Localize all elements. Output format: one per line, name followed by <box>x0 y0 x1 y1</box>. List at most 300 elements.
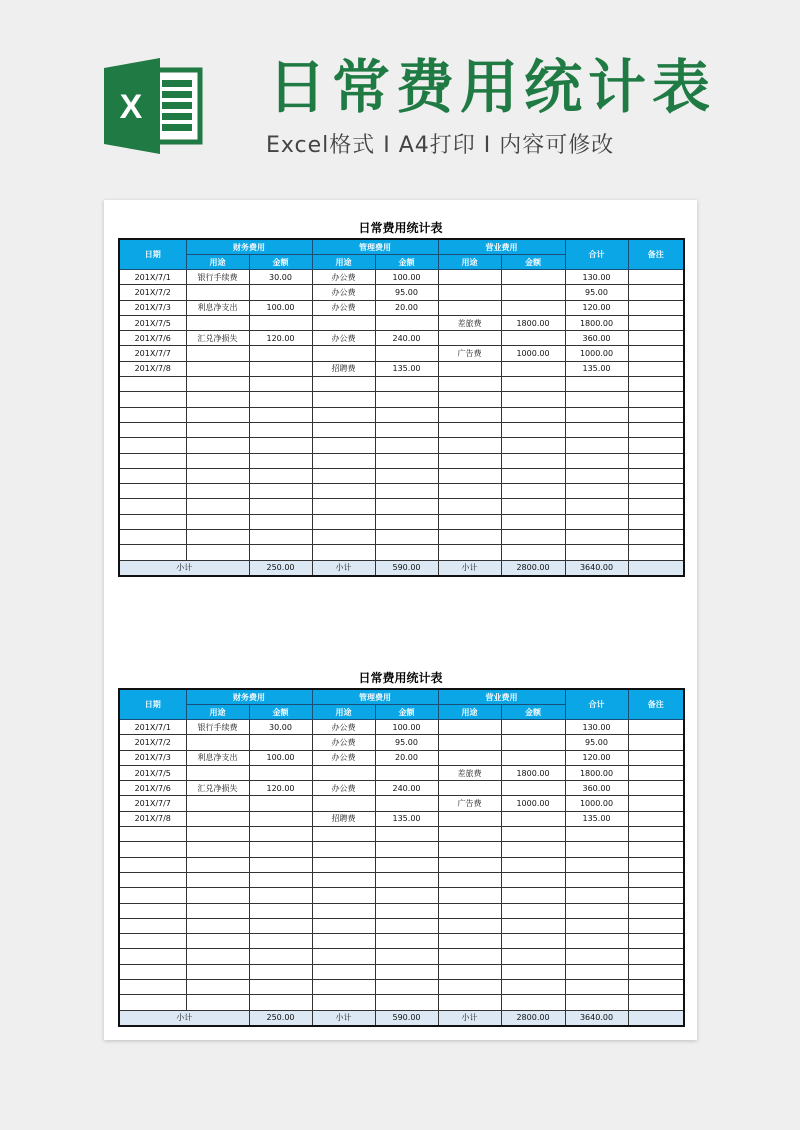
cell-admin-use: 办公费 <box>312 331 375 346</box>
cell-finance-amount <box>249 964 312 979</box>
subtotal-row <box>119 560 684 576</box>
cell-finance-use <box>186 934 249 949</box>
cell-finance-amount <box>249 499 312 514</box>
cell-finance-use <box>186 811 249 826</box>
subtotal-total: 3640.00 <box>565 1010 628 1026</box>
cell-date: 201X/7/6 <box>119 781 186 796</box>
cell-sales-use <box>438 720 501 735</box>
header-use: 用途 <box>312 255 375 270</box>
cell-sales-amount <box>501 842 565 857</box>
cell-sales-use <box>438 285 501 300</box>
cell-sales-use <box>438 422 501 437</box>
cell-finance-use: 利息净支出 <box>186 300 249 315</box>
cell-finance-use <box>186 765 249 780</box>
cell-total <box>565 422 628 437</box>
cell-admin-amount <box>375 499 438 514</box>
cell-note <box>628 781 684 796</box>
header-use: 用途 <box>186 255 249 270</box>
cell-admin-use: 办公费 <box>312 285 375 300</box>
cell-date: 201X/7/8 <box>119 361 186 376</box>
cell-sales-use <box>438 514 501 529</box>
cell-sales-amount <box>501 468 565 483</box>
cell-finance-amount <box>249 888 312 903</box>
cell-finance-use <box>186 422 249 437</box>
cell-admin-use <box>312 453 375 468</box>
cell-sales-amount <box>501 499 565 514</box>
cell-admin-use <box>312 377 375 392</box>
cell-total <box>565 514 628 529</box>
cell-sales-amount <box>501 392 565 407</box>
cell-total <box>565 949 628 964</box>
cell-admin-amount <box>375 857 438 872</box>
cell-admin-use: 招聘费 <box>312 361 375 376</box>
cell-finance-use <box>186 499 249 514</box>
header-use: 用途 <box>438 255 501 270</box>
cell-date: 201X/7/3 <box>119 750 186 765</box>
header-amount: 金额 <box>249 255 312 270</box>
cell-date <box>119 964 186 979</box>
cell-admin-use <box>312 980 375 995</box>
cell-finance-amount <box>249 796 312 811</box>
cell-note <box>628 720 684 735</box>
cell-admin-use <box>312 872 375 887</box>
cell-admin-amount: 20.00 <box>375 750 438 765</box>
table-row <box>119 811 684 826</box>
cell-sales-use <box>438 331 501 346</box>
subtotal-note <box>628 560 684 576</box>
cell-admin-amount <box>375 796 438 811</box>
cell-sales-amount <box>501 270 565 285</box>
cell-admin-use <box>312 530 375 545</box>
cell-total <box>565 980 628 995</box>
cell-admin-amount <box>375 842 438 857</box>
cell-total: 1800.00 <box>565 315 628 330</box>
cell-date <box>119 842 186 857</box>
empty-row <box>119 407 684 422</box>
cell-total <box>565 438 628 453</box>
empty-row <box>119 934 684 949</box>
cell-admin-amount <box>375 315 438 330</box>
table-row <box>119 781 684 796</box>
cell-sales-amount <box>501 377 565 392</box>
cell-admin-use <box>312 545 375 560</box>
header-note: 备注 <box>628 689 684 720</box>
cell-note <box>628 285 684 300</box>
table-row <box>119 300 684 315</box>
cell-note <box>628 949 684 964</box>
cell-sales-use <box>438 918 501 933</box>
cell-finance-amount <box>249 438 312 453</box>
cell-finance-use <box>186 796 249 811</box>
cell-admin-use <box>312 422 375 437</box>
cell-admin-use <box>312 934 375 949</box>
cell-total: 360.00 <box>565 331 628 346</box>
cell-admin-use <box>312 438 375 453</box>
table-row <box>119 346 684 361</box>
cell-admin-use <box>312 827 375 842</box>
cell-total <box>565 857 628 872</box>
cell-sales-use: 广告费 <box>438 796 501 811</box>
cell-note <box>628 270 684 285</box>
cell-finance-amount <box>249 315 312 330</box>
cell-admin-use: 办公费 <box>312 735 375 750</box>
subtotal-sales: 2800.00 <box>501 560 565 576</box>
cell-note <box>628 407 684 422</box>
cell-sales-use <box>438 842 501 857</box>
cell-finance-amount <box>249 735 312 750</box>
empty-row <box>119 484 684 499</box>
cell-sales-use: 广告费 <box>438 346 501 361</box>
empty-row <box>119 422 684 437</box>
header-amount: 金额 <box>501 705 565 720</box>
cell-finance-use <box>186 377 249 392</box>
cell-finance-use <box>186 468 249 483</box>
expense-sheet-1 <box>118 218 683 577</box>
cell-admin-amount <box>375 346 438 361</box>
empty-row <box>119 438 684 453</box>
cell-admin-use: 招聘费 <box>312 811 375 826</box>
cell-note <box>628 857 684 872</box>
cell-total: 360.00 <box>565 781 628 796</box>
cell-finance-amount <box>249 872 312 887</box>
cell-admin-use <box>312 407 375 422</box>
empty-row <box>119 377 684 392</box>
cell-admin-use: 办公费 <box>312 720 375 735</box>
cell-finance-amount <box>249 980 312 995</box>
cell-note <box>628 377 684 392</box>
cell-finance-amount <box>249 285 312 300</box>
cell-finance-use <box>186 918 249 933</box>
cell-sales-use: 差旅费 <box>438 765 501 780</box>
cell-note <box>628 315 684 330</box>
cell-sales-use <box>438 995 501 1010</box>
cell-finance-use <box>186 530 249 545</box>
header-amount: 金额 <box>501 255 565 270</box>
cell-finance-amount <box>249 857 312 872</box>
subtotal-sales: 2800.00 <box>501 1010 565 1026</box>
cell-note <box>628 903 684 918</box>
cell-finance-use <box>186 964 249 979</box>
cell-admin-use <box>312 499 375 514</box>
cell-total <box>565 377 628 392</box>
cell-sales-amount <box>501 438 565 453</box>
header-finance: 财务费用 <box>186 689 312 705</box>
cell-sales-use <box>438 735 501 750</box>
cell-finance-use <box>186 346 249 361</box>
cell-finance-amount <box>249 453 312 468</box>
cell-admin-use: 办公费 <box>312 781 375 796</box>
cell-admin-use: 办公费 <box>312 300 375 315</box>
header-amount: 金额 <box>249 705 312 720</box>
cell-sales-amount: 1800.00 <box>501 315 565 330</box>
empty-row <box>119 918 684 933</box>
cell-admin-amount <box>375 872 438 887</box>
cell-total: 135.00 <box>565 811 628 826</box>
document-page <box>104 200 697 1040</box>
cell-date <box>119 514 186 529</box>
table-row <box>119 750 684 765</box>
expense-sheet-2 <box>118 668 683 1027</box>
cell-sales-use <box>438 453 501 468</box>
cell-sales-amount <box>501 361 565 376</box>
cell-sales-amount <box>501 857 565 872</box>
cell-finance-use <box>186 888 249 903</box>
subtotal-label: 小计 <box>312 1010 375 1026</box>
cell-admin-use <box>312 346 375 361</box>
cell-sales-use <box>438 407 501 422</box>
cell-sales-amount <box>501 530 565 545</box>
cell-note <box>628 545 684 560</box>
cell-finance-amount <box>249 407 312 422</box>
cell-admin-use <box>312 995 375 1010</box>
cell-total: 120.00 <box>565 300 628 315</box>
cell-date <box>119 392 186 407</box>
cell-note <box>628 438 684 453</box>
cell-admin-amount <box>375 934 438 949</box>
cell-admin-amount <box>375 827 438 842</box>
cell-admin-amount <box>375 765 438 780</box>
cell-sales-amount <box>501 964 565 979</box>
cell-finance-amount <box>249 934 312 949</box>
cell-finance-use <box>186 995 249 1010</box>
cell-finance-use <box>186 903 249 918</box>
cell-admin-amount: 95.00 <box>375 735 438 750</box>
cell-total: 1000.00 <box>565 796 628 811</box>
header-total: 合计 <box>565 239 628 270</box>
empty-row <box>119 453 684 468</box>
cell-date <box>119 530 186 545</box>
cell-total <box>565 903 628 918</box>
cell-note <box>628 484 684 499</box>
cell-admin-amount: 95.00 <box>375 285 438 300</box>
cell-date <box>119 468 186 483</box>
header-date: 日期 <box>119 689 186 720</box>
empty-row <box>119 499 684 514</box>
cell-total <box>565 530 628 545</box>
cell-sales-use <box>438 545 501 560</box>
empty-row <box>119 827 684 842</box>
cell-date <box>119 918 186 933</box>
cell-admin-use <box>312 888 375 903</box>
subtotal-admin: 590.00 <box>375 560 438 576</box>
cell-date: 201X/7/1 <box>119 720 186 735</box>
cell-note <box>628 811 684 826</box>
cell-admin-amount: 240.00 <box>375 331 438 346</box>
cell-note <box>628 827 684 842</box>
header-note: 备注 <box>628 239 684 270</box>
cell-note <box>628 468 684 483</box>
empty-row <box>119 545 684 560</box>
subtotal-label: 小计 <box>438 560 501 576</box>
cell-finance-amount <box>249 514 312 529</box>
cell-admin-use <box>312 514 375 529</box>
cell-total: 130.00 <box>565 270 628 285</box>
subtotal-note <box>628 1010 684 1026</box>
cell-note <box>628 934 684 949</box>
header-use: 用途 <box>438 705 501 720</box>
cell-sales-amount <box>501 514 565 529</box>
cell-sales-amount: 1000.00 <box>501 346 565 361</box>
cell-finance-use: 利息净支出 <box>186 750 249 765</box>
cell-admin-amount <box>375 980 438 995</box>
cell-sales-use <box>438 888 501 903</box>
cell-sales-amount <box>501 781 565 796</box>
cell-note <box>628 842 684 857</box>
cell-admin-use <box>312 468 375 483</box>
header-row <box>119 239 684 255</box>
cell-total <box>565 872 628 887</box>
cell-admin-amount: 135.00 <box>375 361 438 376</box>
cell-admin-amount <box>375 918 438 933</box>
sheet-title: 日常费用统计表 <box>358 221 443 235</box>
cell-sales-use <box>438 811 501 826</box>
cell-sales-amount <box>501 934 565 949</box>
cell-admin-use <box>312 392 375 407</box>
cell-sales-amount <box>501 903 565 918</box>
empty-row <box>119 903 684 918</box>
empty-row <box>119 980 684 995</box>
header-date: 日期 <box>119 239 186 270</box>
cell-finance-amount: 120.00 <box>249 781 312 796</box>
cell-sales-use: 差旅费 <box>438 315 501 330</box>
cell-sales-use <box>438 530 501 545</box>
cell-sales-use <box>438 438 501 453</box>
cell-finance-amount <box>249 392 312 407</box>
logo-letter: X <box>119 88 143 126</box>
cell-date: 201X/7/2 <box>119 285 186 300</box>
cell-sales-amount <box>501 331 565 346</box>
cell-finance-amount <box>249 422 312 437</box>
cell-finance-use <box>186 872 249 887</box>
cell-admin-amount: 100.00 <box>375 270 438 285</box>
cell-date: 201X/7/1 <box>119 270 186 285</box>
cell-sales-use <box>438 750 501 765</box>
cell-sales-use <box>438 781 501 796</box>
header-admin: 管理费用 <box>312 689 438 705</box>
cell-date <box>119 407 186 422</box>
cell-note <box>628 796 684 811</box>
subtotal-label: 小计 <box>312 560 375 576</box>
cell-finance-use <box>186 361 249 376</box>
cell-total <box>565 888 628 903</box>
cell-sales-amount <box>501 285 565 300</box>
cell-note <box>628 964 684 979</box>
cell-finance-use <box>186 827 249 842</box>
cell-admin-use <box>312 765 375 780</box>
cell-finance-amount: 30.00 <box>249 720 312 735</box>
cell-admin-amount: 20.00 <box>375 300 438 315</box>
expense-table <box>118 238 685 577</box>
cell-note <box>628 331 684 346</box>
cell-sales-amount <box>501 872 565 887</box>
cell-sales-use <box>438 964 501 979</box>
cell-sales-amount: 1800.00 <box>501 765 565 780</box>
cell-note <box>628 361 684 376</box>
cell-sales-use <box>438 499 501 514</box>
cell-note <box>628 499 684 514</box>
header-amount: 金额 <box>375 255 438 270</box>
cell-finance-use <box>186 315 249 330</box>
cell-note <box>628 392 684 407</box>
cell-date: 201X/7/7 <box>119 796 186 811</box>
subtotal-finance: 250.00 <box>249 560 312 576</box>
cell-admin-use: 办公费 <box>312 270 375 285</box>
cell-admin-use <box>312 918 375 933</box>
cell-finance-amount <box>249 827 312 842</box>
cell-finance-use <box>186 857 249 872</box>
cell-admin-amount <box>375 514 438 529</box>
cell-sales-use <box>438 377 501 392</box>
cell-note <box>628 300 684 315</box>
cell-sales-use <box>438 949 501 964</box>
cell-admin-amount: 135.00 <box>375 811 438 826</box>
cell-sales-amount <box>501 453 565 468</box>
cell-sales-amount <box>501 750 565 765</box>
cell-finance-amount <box>249 765 312 780</box>
cell-finance-use <box>186 453 249 468</box>
empty-row <box>119 842 684 857</box>
header-row <box>119 689 684 705</box>
cell-note <box>628 750 684 765</box>
cell-date: 201X/7/2 <box>119 735 186 750</box>
cell-admin-use <box>312 796 375 811</box>
cell-sales-amount <box>501 980 565 995</box>
subtotal-row <box>119 1010 684 1026</box>
cell-finance-amount <box>249 545 312 560</box>
cell-finance-amount <box>249 903 312 918</box>
cell-total <box>565 453 628 468</box>
cell-date <box>119 499 186 514</box>
cell-admin-amount: 100.00 <box>375 720 438 735</box>
cell-total: 1000.00 <box>565 346 628 361</box>
empty-row <box>119 468 684 483</box>
cell-sales-amount <box>501 827 565 842</box>
cell-date: 201X/7/5 <box>119 765 186 780</box>
header-total: 合计 <box>565 689 628 720</box>
header-amount: 金额 <box>375 705 438 720</box>
cell-admin-amount <box>375 545 438 560</box>
cell-sales-amount <box>501 918 565 933</box>
cell-finance-amount: 30.00 <box>249 270 312 285</box>
table-row <box>119 735 684 750</box>
table-row <box>119 270 684 285</box>
cell-finance-amount <box>249 918 312 933</box>
cell-finance-amount <box>249 949 312 964</box>
cell-finance-amount <box>249 484 312 499</box>
cell-date <box>119 888 186 903</box>
table-row <box>119 315 684 330</box>
cell-sales-amount <box>501 545 565 560</box>
empty-row <box>119 888 684 903</box>
cell-sales-amount <box>501 949 565 964</box>
cell-admin-use <box>312 857 375 872</box>
cell-admin-use <box>312 484 375 499</box>
cell-finance-amount: 100.00 <box>249 750 312 765</box>
cell-sales-amount <box>501 811 565 826</box>
cell-total <box>565 934 628 949</box>
cell-total <box>565 918 628 933</box>
subtotal-label: 小计 <box>119 1010 249 1026</box>
header-admin: 管理费用 <box>312 239 438 255</box>
excel-logo-icon <box>104 58 204 154</box>
cell-finance-use: 汇兑净损失 <box>186 331 249 346</box>
table-row <box>119 720 684 735</box>
cell-finance-amount <box>249 346 312 361</box>
cell-finance-amount <box>249 530 312 545</box>
cell-admin-amount <box>375 407 438 422</box>
empty-row <box>119 995 684 1010</box>
cell-sales-use <box>438 934 501 949</box>
